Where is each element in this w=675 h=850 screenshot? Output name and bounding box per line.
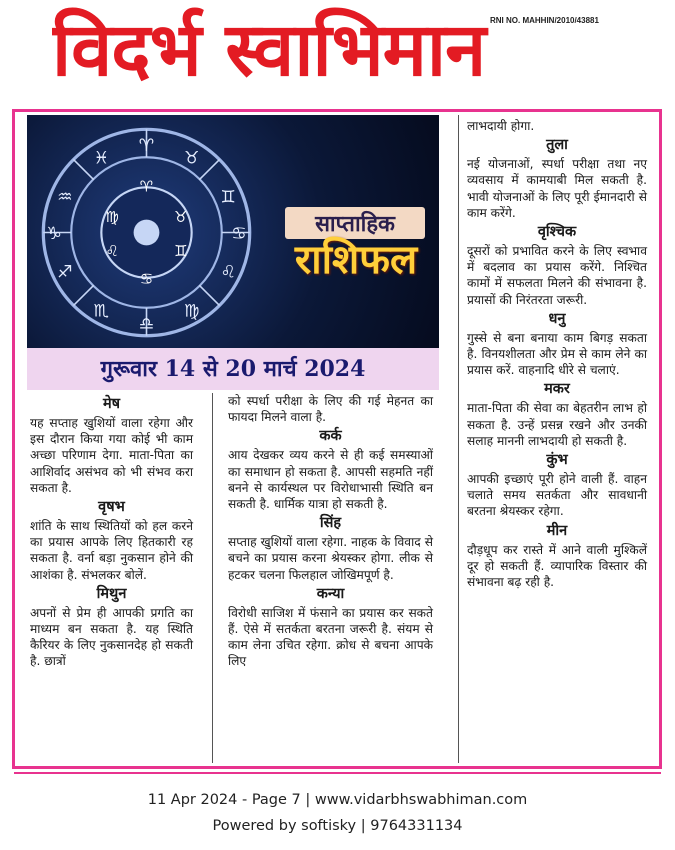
svg-text:♈: ♈ [139,177,154,196]
sign-text: शांति के साथ स्थितियों को हल करने का प्रयास आपके लिए हितकारी रह सकता है. वर्ना बड़ा नुकसान होने की आशंका है. संभलकर बोलें. [30,519,193,582]
sign-text: आय देखकर व्यय करने से ही कई समस्याओं का समाधान हो सकता है. आपसी सहमति नहीं बनने से कार्यस्थल पर विरोधाभासी स्थिति बन सकती है. धार्मिक यात्रा हो सकती है. [228,448,433,512]
svg-text:♋: ♋ [139,270,154,289]
sign-text: माता-पिता की सेवा का बेहतरीन लाभ हो सकता है. उन्हें प्रसन्न रखने और उनकी सलाह माननी लाभदायी हो सकती है. [467,401,647,448]
sign-text: दूसरों को प्रभावित करने के लिए स्वभाव में बदलाव का प्रयास करेंगे. निश्चित कामों में सफलता मिलने की संभावना है. प्रयासों की निरंतरता जरूरी. [467,244,647,307]
sign-heading: मेष [102,396,121,412]
svg-text:♏: ♏ [93,301,110,322]
rashifal-banner [27,115,439,348]
svg-text:♓: ♓ [93,148,110,169]
sign-text: दौड़धूप कर रास्ते में आने वाली मुश्किलें दूर हो सकती हैं. व्यापारिक विस्तार की संभावना बढ़ रही है. [467,542,647,590]
date-strip: गुरूवार 14 से 20 मार्च 2024 [27,348,439,390]
svg-text:♑: ♑ [46,223,62,244]
svg-text:♌: ♌ [105,242,119,261]
svg-text:♌: ♌ [220,262,236,283]
sign-text: सप्ताह खुशियों वाला रहेगा. नाहक के विवाद से बचने का प्रयास करना श्रेयस्कर होगा. लीक से हटकर चलना फिलहाल जोखिमपूर्ण है. [228,535,433,582]
sign-text: नई योजनाओं, स्पर्धा परीक्षा तथा नए व्यवसाय में कामयाबी मिल सकती है. भावी योजनाओं के लिए पूरी ईमानदारी से काम करेंगे. [467,157,647,220]
sign-heading: कुंभ [546,452,568,469]
sign-text: यह सप्ताह खुशियों वाला रहेगा और इस दौरान किया गया कोई भी काम अच्छा परिणाम देगा. माता-पिता का आशिर्वाद असंभव को भी संभव करा सकता है. [30,416,193,495]
bottom-rule [14,772,661,774]
sign-text-continued: लाभदायी होगा. [467,119,535,133]
banner-weekly-label: साप्ताहिक [285,207,425,239]
svg-text:♒: ♒ [57,187,73,208]
masthead-title: विदर्भ स्वाभिमान [52,7,486,93]
sign-text-continued: को स्पर्धा परीक्षा के लिए की गई मेहनत का फायदा मिलने वाला है. [228,394,433,425]
sign-text: आपकी इच्छाएं पूरी होने वाली हैं. वाहन चलाते समय सतर्कता और सावधानी बरतना श्रेयस्कर रहेगा. [467,472,647,519]
column-divider [458,115,459,763]
sign-heading: तुला [546,137,568,154]
svg-text:♎: ♎ [138,314,155,335]
column-2 [228,393,433,670]
sign-heading: कर्क [319,428,342,445]
banner-rashifal-label: राशिफल [294,236,418,283]
sign-heading: मिथुन [96,585,127,602]
column-1 [30,393,193,670]
svg-text:♉: ♉ [174,207,188,226]
svg-text:♊: ♊ [174,242,188,261]
svg-text:♈: ♈ [138,135,155,156]
sign-heading: सिंह [319,515,342,532]
sign-text: अपनों से प्रेम ही आपकी प्रगति का माध्यम बन सकता है. यह स्थिति कैरियर के लिए नुकसानदेह हो सकती है. छात्रों [30,605,193,669]
sign-text: गुस्से से बना बनाया काम बिगड़ सकता है. विनयशीलता और प्रेम से काम लेने का प्रयास करें. वाहनादि धीरे से चलाएं. [467,330,647,378]
sign-heading: वृश्चिक [537,224,577,241]
footer-page-info[interactable]: 11 Apr 2024 - Page 7 | www.vidarbhswabhiman.com [147,792,528,808]
sign-heading: मकर [544,381,570,398]
svg-text:♍: ♍ [105,207,119,226]
column-3 [467,118,647,590]
column-divider [212,393,213,763]
svg-text:♊: ♊ [220,187,236,208]
sign-heading: वृषभ [98,499,125,516]
sign-text: विरोधी साजिश में फंसाने का प्रयास कर सकते हैं. ऐसे में सतर्कता बरतना जरूरी है. संयम से काम लेना उचित रहेगा. क्रोध से बचना आपके लिए [228,605,433,669]
svg-text:♋: ♋ [231,223,247,244]
sign-heading: धनु [548,310,566,327]
zodiac-wheel-icon [39,125,254,340]
footer-powered-by: Powered by softisky | 9764331134 [212,818,463,834]
svg-text:♐: ♐ [57,262,73,283]
svg-text:♍: ♍ [183,301,200,322]
svg-text:♉: ♉ [183,148,200,169]
sign-heading: कन्या [316,585,345,602]
sign-heading: मीन [546,522,568,539]
rni-number: RNI NO. MAHHIN/2010/43881 [490,16,599,25]
